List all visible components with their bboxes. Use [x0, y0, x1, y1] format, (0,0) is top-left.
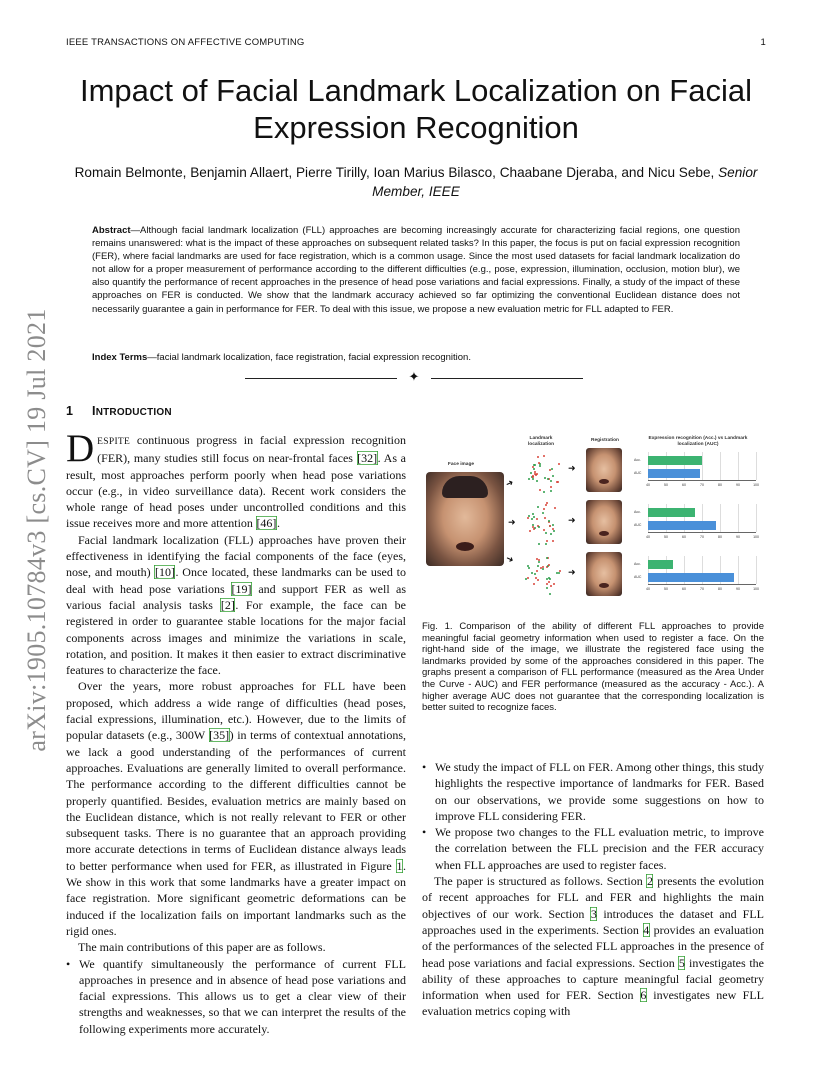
chart-category-label: Acc. [634, 562, 641, 566]
diamond-ornament-icon: ✦ [408, 369, 420, 384]
auc-bar [648, 469, 700, 478]
landmark-dot [536, 473, 538, 475]
running-head [66, 37, 766, 48]
abstract-label: Abstract [92, 225, 131, 236]
landmark-dot [532, 478, 534, 480]
chart-gridline [756, 452, 757, 480]
landmark-dot [537, 579, 539, 581]
landmark-dot [545, 543, 547, 545]
landmark-dot [542, 512, 544, 514]
chart-tick-label: 40 [646, 483, 650, 487]
list-item: • We propose two changes to the FLL evaluation metric, to improve the correlation between the FLL precision and the FER accuracy when FLL approaches are used to register faces. [422, 824, 764, 873]
chart-tick-label: 100 [753, 587, 759, 591]
landmark-plot [520, 550, 564, 600]
comparison-bar-chart [634, 452, 759, 490]
contributions-list-continued [422, 759, 764, 873]
landmark-dot [538, 462, 540, 464]
arxiv-identifier[interactable]: arXiv:1905.10784v3 [cs.CV] 19 Jul 2021 [22, 308, 51, 752]
landmark-dot [553, 583, 555, 585]
registered-face-image [586, 448, 622, 492]
landmark-dot [537, 456, 539, 458]
intro-paragraph-5 [422, 873, 764, 1020]
citation-link[interactable]: [46] [256, 516, 277, 531]
landmark-dot [559, 570, 561, 572]
chart-category-label: AUC [634, 575, 642, 579]
separator-line-right [431, 378, 583, 379]
landmark-dot [556, 572, 558, 574]
intro-paragraph-3 [66, 678, 406, 939]
landmark-dot [536, 518, 538, 520]
landmark-dot [547, 478, 549, 480]
paragraph-text: The paper is structured as follows. Section [434, 874, 647, 889]
section-reference-link[interactable]: 6 [640, 988, 647, 1003]
paragraph-text: introduces the dataset and FLL approaches used in the experiments. Section [422, 906, 764, 937]
paragraph-text: . For example, the face can be registered in order to guarantee stable locations for the major facial components across images and minimize the variations in scale, rotation, and position. It makes it then easier to extract discriminative features to characterize the face. [66, 597, 406, 678]
separator-line-left [245, 378, 397, 379]
citation-link[interactable]: [32] [357, 451, 378, 466]
right-column [422, 759, 764, 1020]
auc-bar [648, 573, 734, 582]
chart-tick-label: 80 [718, 483, 722, 487]
chart-tick-label: 80 [718, 535, 722, 539]
paragraph-text: . [276, 516, 280, 531]
arxiv-stamp [12, 295, 62, 765]
index-terms-text: —facial landmark localization, face registration, facial expression recognition. [147, 352, 471, 363]
landmark-dot [538, 559, 540, 561]
section-reference-link[interactable]: 2 [646, 874, 653, 889]
author-membership: Senior Member, IEEE [372, 165, 758, 199]
landmark-dot [550, 533, 552, 535]
citation-link[interactable]: [10] [154, 565, 175, 580]
landmark-dot [549, 593, 551, 595]
auc-bar [648, 521, 716, 530]
chart-gridline [720, 504, 721, 532]
arrow-icon: ➜ [568, 515, 576, 525]
landmark-dot [546, 557, 548, 559]
figure-caption: Fig. 1. Comparison of the ability of different FLL approaches to provide meaningful facial geometry information when used to register a face. On the right-hand side of the image, we illustrate the registered face using the landmarks provided by some of the approaches considered in this paper. The graphs present a comparison of FLL performance (measured as the Area Under the Curve - AUC) and FER performance (measured as the accuracy - Acc.). A higher average AUC does not guarantee that the corresponding localization is better suited to recognize faces. [422, 621, 764, 714]
landmark-dot [536, 570, 538, 572]
chart-gridline [738, 504, 739, 532]
section-heading-introduction [66, 404, 172, 418]
landmark-dot [534, 464, 536, 466]
landmark-dot [527, 577, 529, 579]
abstract-text: —Although facial landmark localization (FLL) approaches are becoming increasingly accurate for characterizing facial regions, one question remains unanswered: what is the impact of these approaches on subsequent related tasks? In this paper, the focus is put on facial expression recognition (FER), where facial landmarks are used for face registration, which is a common usage. Since the most used datasets for facial landmark localization do not allow for a proper measurement of performance according to the different difficulties (e.g., pose, expression, illumination, occlusion, motion blur), we also quantify the performance of recent approaches in the presence of head pose variations and facial expressions. Finally, a study of the impact of these approaches on FER is conducted. We show that the landmark accuracy achieved so far optimizing the conventional Euclidean distance does not necessarily guarantee a gain in performance for FER. To deal with this issue, we propose a new evaluation metric for FLL adapted to FER. [92, 225, 740, 315]
landmark-dot [544, 517, 546, 519]
landmark-dot [532, 475, 534, 477]
figure-reference-link[interactable]: 1 [396, 858, 403, 873]
page-number: 1 [760, 37, 766, 48]
intro-paragraph-4: The main contributions of this paper are as follows. [78, 940, 326, 955]
paragraph-text: . Once located, these landmarks can be used to deal with head pose variations [66, 565, 406, 596]
paragraph-text: investigates new FLL evaluation metrics coping with [422, 988, 764, 1019]
intro-paragraph-1 [66, 427, 406, 532]
chart-tick-label: 100 [753, 483, 759, 487]
chart-gridline [738, 556, 739, 584]
landmark-dot [546, 587, 548, 589]
landmark-dot [528, 567, 530, 569]
landmark-dot [549, 525, 551, 527]
chart-tick-label: 60 [682, 587, 686, 591]
landmark-dot [543, 455, 545, 457]
landmark-dot [543, 529, 545, 531]
figure-column-label: Registration [591, 438, 619, 443]
arrow-icon: ➜ [568, 463, 576, 473]
chart-tick-label: 40 [646, 535, 650, 539]
landmark-dot [539, 489, 541, 491]
figure-column-label: Expression recognition (Acc.) vs Landmark localization (AUC) [648, 436, 748, 447]
landmark-dot [533, 528, 535, 530]
abstract [92, 224, 740, 316]
landmark-dot [554, 507, 556, 509]
landmark-dot [538, 526, 540, 528]
section-reference-link[interactable]: 3 [590, 906, 597, 921]
figure-column-label: Landmark localization [527, 436, 555, 447]
index-terms [92, 351, 740, 364]
chart-tick-label: 90 [736, 587, 740, 591]
accuracy-bar [648, 508, 695, 517]
paper-title: Impact of Facial Landmark Localization on Facial Expression Recognition [80, 73, 752, 145]
figure-1 [422, 432, 764, 602]
chart-axis [648, 584, 756, 585]
paragraph-text: investigates the ability of these approaches to capture meaningful facial geometry information when used for FER. Section [422, 955, 764, 1003]
landmark-dot [550, 486, 552, 488]
chart-tick-label: 90 [736, 535, 740, 539]
registered-face-image [586, 500, 622, 544]
chart-tick-label: 50 [664, 587, 668, 591]
landmark-dot [537, 506, 539, 508]
chart-gridline [756, 504, 757, 532]
chart-tick-label: 70 [700, 535, 704, 539]
landmark-dot [553, 530, 555, 532]
section-reference-link[interactable]: 5 [678, 955, 685, 970]
landmark-dot [528, 478, 530, 480]
chart-category-label: Acc. [634, 510, 641, 514]
author-names: Romain Belmonte, Benjamin Allaert, Pierre Tirilly, Ioan Marius Bilasco, Chaabane Djeraba, and Nicu Sebe, [74, 165, 715, 180]
paragraph-text: . We show in this work that some landmarks have a greater impact on face registration. More significant geometric deformations can be induced if the localization fails on important landmarks such as the rigid ones. [66, 858, 406, 938]
landmark-dot [546, 583, 548, 585]
landmark-dot [548, 564, 550, 566]
chart-tick-label: 60 [682, 535, 686, 539]
chart-axis [648, 532, 756, 533]
chart-tick-label: 40 [646, 587, 650, 591]
accuracy-bar [648, 560, 673, 569]
intro-paragraph-2 [66, 532, 406, 679]
chart-tick-label: 90 [736, 483, 740, 487]
landmark-dot [550, 490, 552, 492]
landmark-dot [552, 540, 554, 542]
section-title-rest: NTRODUCTION [95, 407, 172, 418]
paragraph-text: ) in terms of contextual annotations, we lack a good understanding of the performances of current approaches. Evaluations are generally limited to overall performance. The performance according to the different difficulties cannot be properly quantified. Besides, evaluation metrics are mainly based on the Euclidean distance, which is not really relevant to FER or other subsequent tasks. There is no guarantee that an approach providing more accurate detections in terms of Euclidean distance always leads to better performance when used for FER, as illustrated in Figure [66, 728, 406, 873]
landmark-dot [552, 475, 554, 477]
comparison-bar-chart [634, 556, 759, 594]
landmark-dot [537, 565, 539, 567]
chart-category-label: Acc. [634, 458, 641, 462]
landmark-dot [538, 561, 540, 563]
chart-tick-label: 50 [664, 535, 668, 539]
index-terms-label: Index Terms [92, 352, 148, 363]
landmark-dot [538, 543, 540, 545]
section-number: 1 [66, 404, 74, 418]
landmark-dot [549, 578, 551, 580]
section-reference-link[interactable]: 4 [643, 922, 650, 937]
left-column [66, 427, 406, 1037]
landmark-dot [550, 480, 552, 482]
chart-tick-label: 70 [700, 483, 704, 487]
landmark-dot [533, 468, 535, 470]
paragraph-text: Facial landmark localization (FLL) approaches have proven their effectiveness in identifying the facial components of the face (eyes, nose, and mouth) [66, 532, 406, 580]
landmark-dot [531, 518, 533, 520]
author-list [66, 163, 766, 201]
landmark-dot [546, 502, 548, 504]
landmark-dot [545, 532, 547, 534]
arrow-icon: ➜ [508, 517, 516, 527]
landmark-dot [558, 572, 560, 574]
section-title-initial: I [92, 404, 96, 418]
citation-link[interactable]: [19] [231, 581, 252, 596]
landmark-dot [543, 491, 545, 493]
list-item: • We quantify simultaneously the performance of current FLL approaches in presence and in absence of head pose variations and facial expressions. This allows us to get a clear view of their strengths and weaknesses, so that we can interpret the results of the following experiments more accurately. [66, 956, 406, 1037]
landmark-dot [542, 568, 544, 570]
contributions-list [66, 956, 406, 1037]
chart-tick-label: 60 [682, 483, 686, 487]
landmark-dot [557, 481, 559, 483]
citation-link[interactable]: [2] [220, 597, 235, 612]
landmark-dot [539, 465, 541, 467]
drop-cap: D [66, 427, 95, 470]
landmark-dot [548, 581, 550, 583]
list-item: • We study the impact of FLL on FER. Among other things, this study highlights the respective importance of landmarks for FER. Based on our observations, we provide some suggestions on how to improve FLL considering FER. [422, 759, 764, 824]
landmark-dot [533, 583, 535, 585]
paragraph-text: continuous progress in facial expression recognition (FER), many studies still focus on near-frontal faces [97, 433, 406, 466]
paragraph-text: Over the years, more robust approaches for FLL have been proposed, which address a wide range of difficulties (head poses, facial expressions, illumination, etc.). However, due to the limits of popular datasets (e.g., 300W [66, 679, 406, 743]
chart-axis [648, 480, 756, 481]
arrow-icon: ➜ [504, 476, 516, 490]
landmark-dot [529, 530, 531, 532]
paragraph-text: presents the evolution of recent approaches for FLL and FER and highlights the main objectives of our work. Section [422, 874, 765, 921]
chart-tick-label: 50 [664, 483, 668, 487]
chart-gridline [702, 452, 703, 480]
chart-gridline [720, 452, 721, 480]
accuracy-bar [648, 456, 702, 465]
comparison-bar-chart [634, 504, 759, 542]
journal-name: IEEE TRANSACTIONS ON AFFECTIVE COMPUTING [66, 37, 305, 48]
landmark-plot [520, 446, 564, 496]
chart-category-label: AUC [634, 523, 642, 527]
landmark-dot [558, 463, 560, 465]
landmark-dot [550, 585, 552, 587]
landmark-dot [534, 573, 536, 575]
chart-tick-label: 80 [718, 587, 722, 591]
face-image-label: Face image [447, 462, 475, 467]
landmark-dot [545, 504, 547, 506]
chart-tick-label: 70 [700, 587, 704, 591]
landmark-dot [527, 517, 529, 519]
chart-gridline [738, 452, 739, 480]
arrow-icon: ➜ [568, 567, 576, 577]
landmark-dot [551, 468, 553, 470]
paragraph-text: provides an evaluation of the performances of the selected FLL approaches in the presence of head pose variations and facial expressions. Section [422, 922, 764, 970]
chart-gridline [756, 556, 757, 584]
paragraph-text: and support FER as well as various facial analysis tasks [66, 581, 406, 612]
landmark-dot [533, 516, 535, 518]
landmark-dot [532, 513, 534, 515]
arrow-icon: ➜ [504, 552, 516, 566]
section-separator [245, 369, 583, 386]
registered-face-image [586, 552, 622, 596]
citation-link[interactable]: [35] [209, 728, 230, 743]
landmark-plot [520, 498, 564, 548]
paragraph-text: . As a result, most approaches perform poorly when head pose variations occur (e.g., in video surveillance data). Recent work considers the whole range of head poses under uncontrolled conditions and this issue receives more and more attention [66, 451, 406, 531]
landmark-dot [552, 524, 554, 526]
chart-tick-label: 100 [753, 535, 759, 539]
face-photo [426, 472, 504, 566]
chart-category-label: AUC [634, 471, 642, 475]
small-caps-lead: ESPITE [97, 437, 131, 447]
landmark-dot [536, 480, 538, 482]
landmark-dot [530, 472, 532, 474]
landmark-dot [543, 508, 545, 510]
